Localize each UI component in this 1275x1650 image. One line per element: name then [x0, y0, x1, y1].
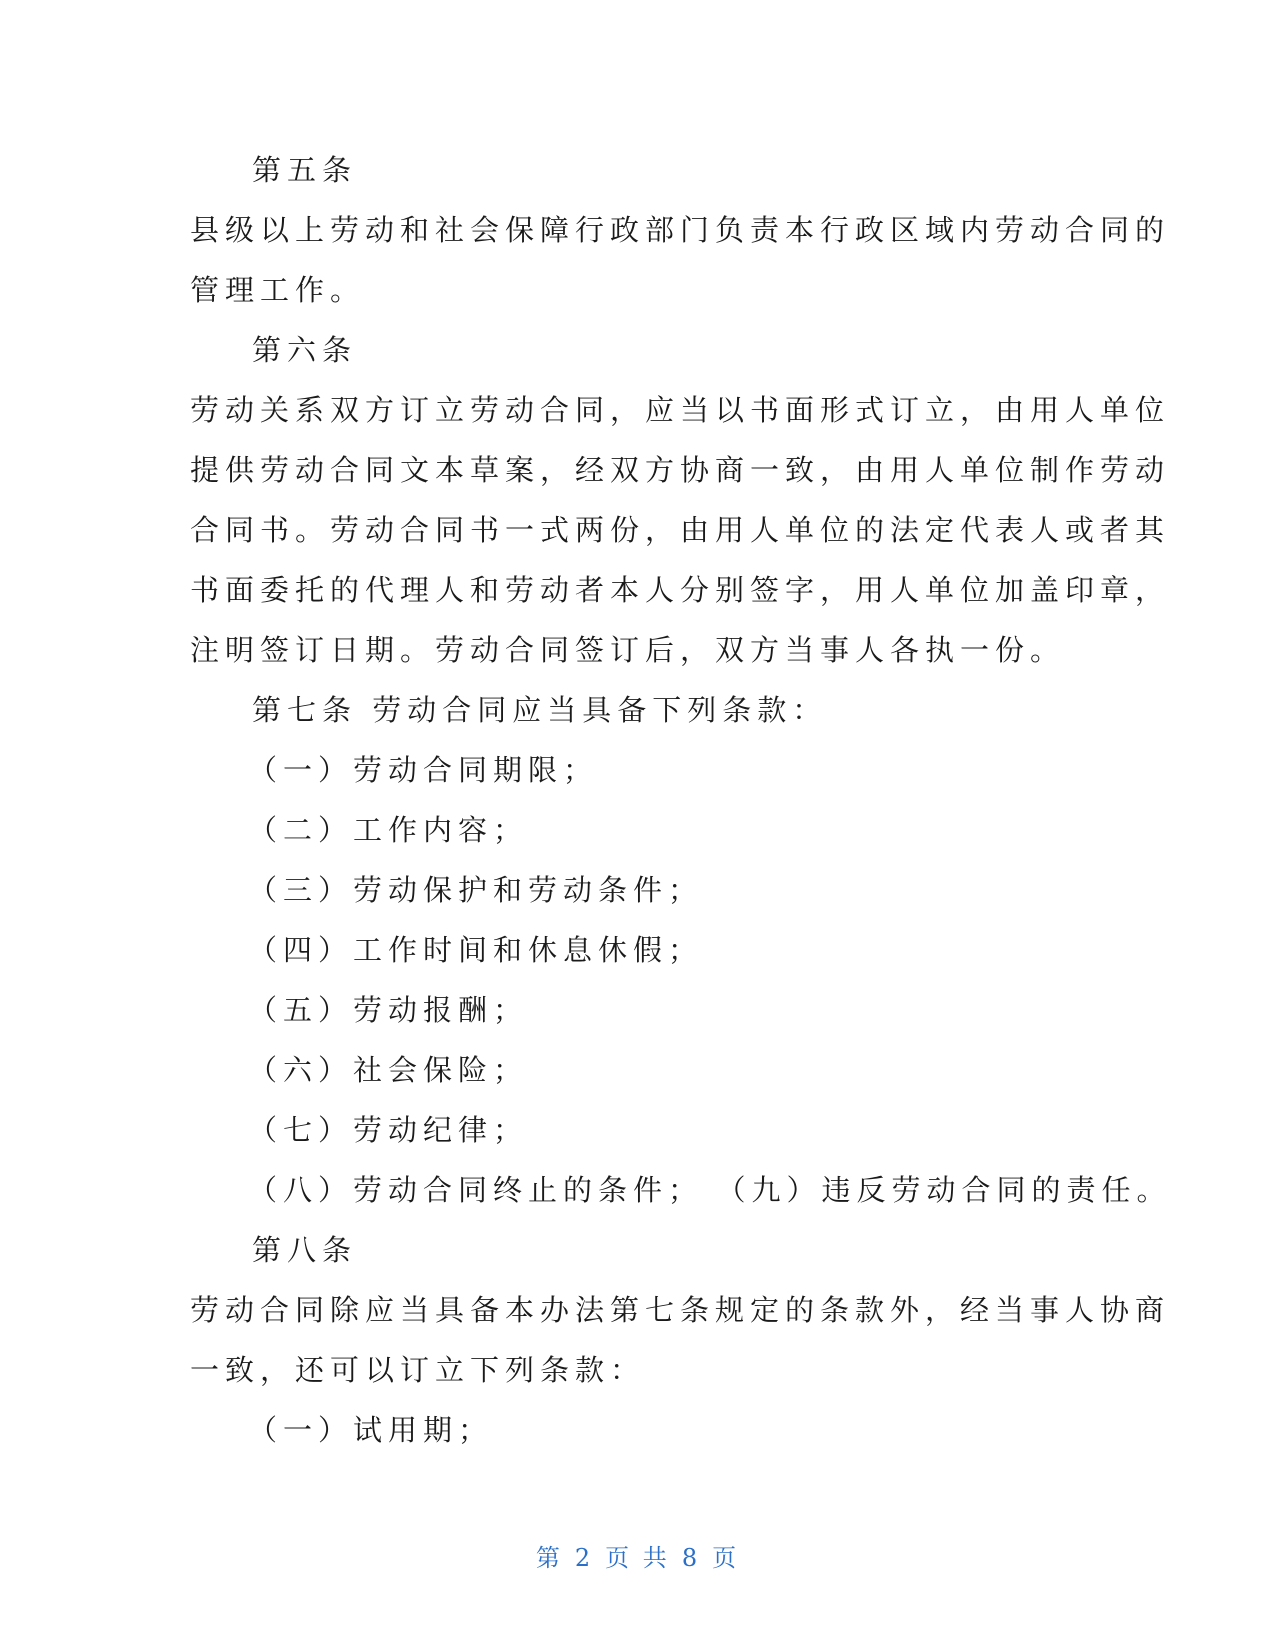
list-item: （二）工作内容； [248, 813, 529, 847]
paragraph-line: 合同书。劳动合同书一式两份，由用人单位的法定代表人或者其 [190, 513, 1171, 547]
paragraph-line: 书面委托的代理人和劳动者本人分别签字，用人单位加盖印章， [190, 573, 1171, 607]
list-item: （一）劳动合同期限； [248, 753, 599, 787]
list-item: （一）试用期； [248, 1413, 494, 1447]
footer-middle: 页 共 [605, 1544, 670, 1572]
list-item: （八）劳动合同终止的条件； [248, 1173, 704, 1207]
paragraph-line: 劳动合同除应当具备本办法第七条规定的条款外，经当事人协商 [190, 1293, 1171, 1327]
footer-prefix: 第 [535, 1544, 563, 1572]
list-item: （五）劳动报酬； [248, 993, 529, 1027]
article-heading-7: 第七条 劳动合同应当具备下列条款： [252, 693, 828, 727]
list-item: （六）社会保险； [248, 1053, 529, 1087]
article-heading-6: 第六条 [252, 333, 358, 367]
footer-current-page: 2 [574, 1544, 594, 1572]
paragraph-line: 劳动关系双方订立劳动合同，应当以书面形式订立，由用人单位 [190, 393, 1171, 427]
footer-suffix: 页 [712, 1544, 740, 1572]
list-item: （九）违反劳动合同的责任。 [731, 1173, 1172, 1207]
document-body [190, 140, 1172, 1460]
paragraph-line: 一致，还可以订立下列条款： [190, 1353, 646, 1387]
paragraph-line: 注明签订日期。劳动合同签订后，双方当事人各执一份。 [190, 633, 1066, 667]
page-footer [0, 1538, 1275, 1573]
paragraph-line: 提供劳动合同文本草案，经双方协商一致，由用人单位制作劳动 [190, 453, 1171, 487]
list-item: （三）劳动保护和劳动条件； [248, 873, 704, 907]
footer-total-pages: 8 [681, 1544, 701, 1572]
list-item: （四）工作时间和休息休假； [248, 933, 704, 967]
paragraph-line: 县级以上劳动和社会保障行政部门负责本行政区域内劳动合同的 [190, 213, 1171, 247]
list-item-pair [190, 1160, 1172, 1220]
article-heading-5: 第五条 [252, 153, 358, 187]
list-item: （七）劳动纪律； [248, 1113, 529, 1147]
paragraph-line: 管理工作。 [190, 273, 366, 307]
article-heading-8: 第八条 [252, 1233, 358, 1267]
